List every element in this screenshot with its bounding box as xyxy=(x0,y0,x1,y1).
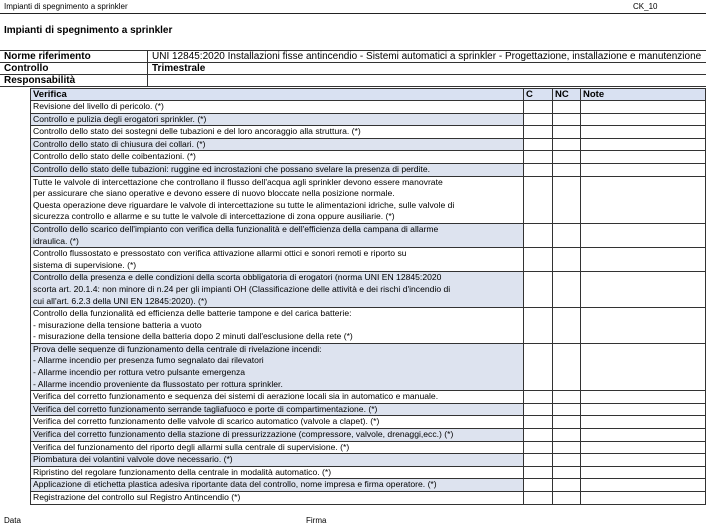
checklist-row xyxy=(31,441,706,454)
meta-table xyxy=(0,50,706,87)
checkbox-c[interactable] xyxy=(524,479,553,492)
checkbox-c[interactable] xyxy=(524,391,553,404)
checkbox-c[interactable] xyxy=(524,454,553,467)
checklist-item-text: Controllo flussostato e pressostato con verifica attivazione allarmi ottici e sonori remoti e riporto su sistema di supervisione. (*) xyxy=(31,248,524,272)
note-cell[interactable] xyxy=(581,429,706,442)
checkbox-c[interactable] xyxy=(524,441,553,454)
checklist-row xyxy=(31,403,706,416)
checklist-item-text: Registrazione del controllo sul Registro Antincendio (*) xyxy=(31,492,524,505)
checklist-row xyxy=(31,492,706,505)
checklist-item-text: Controllo dello stato dei sostegni delle tubazioni e del loro ancoraggio alla struttura. (*) xyxy=(31,126,524,139)
norme-value: UNI 12845:2020 Installazioni fisse antincendio - Sistemi automatici a sprinkler - Progettazione, installazione e manutenzione xyxy=(148,51,706,63)
header-code: CK_10 xyxy=(633,2,658,11)
checklist-row xyxy=(31,113,706,126)
meta-row-norme xyxy=(0,51,706,63)
header-c: C xyxy=(524,89,553,101)
checklist-table xyxy=(30,88,706,505)
note-cell[interactable] xyxy=(581,308,706,344)
checklist-item-text: Ripristino del regolare funzionamento della centrale in modalità automatico. (*) xyxy=(31,466,524,479)
meta-row-responsabilita xyxy=(0,75,706,87)
checklist-row xyxy=(31,101,706,114)
checkbox-nc[interactable] xyxy=(553,441,581,454)
checkbox-nc[interactable] xyxy=(553,101,581,114)
note-cell[interactable] xyxy=(581,176,706,223)
checklist-item-text: Piombatura dei volantini valvole dove necessario. (*) xyxy=(31,454,524,467)
checklist-item-text: Controllo dello scarico dell'impianto con verifica della funzionalità e dell'efficienza della campana di allarme idraulica. (*) xyxy=(31,223,524,247)
note-cell[interactable] xyxy=(581,466,706,479)
checkbox-nc[interactable] xyxy=(553,391,581,404)
checklist-item-text: Verifica del corretto funzionamento della stazione di pressurizzazione (compressore, valvole, drenaggi,ecc.) (*) xyxy=(31,429,524,442)
note-cell[interactable] xyxy=(581,101,706,114)
checklist-item-text: Verifica del corretto funzionamento delle valvole di scarico automatico (valvole a clapet). (*) xyxy=(31,416,524,429)
checklist-item-text: Controllo e pulizia degli erogatori sprinkler. (*) xyxy=(31,113,524,126)
controllo-value: Trimestrale xyxy=(148,63,706,75)
checklist-item-text: Controllo dello stato delle tubazioni: ruggine ed incrostazioni che possano svelare la presenza di perdite. xyxy=(31,163,524,176)
header-note: Note xyxy=(581,89,706,101)
note-cell[interactable] xyxy=(581,223,706,247)
note-cell[interactable] xyxy=(581,479,706,492)
checklist-row xyxy=(31,391,706,404)
checklist-item-text: Verifica del corretto funzionamento serrande tagliafuoco e porte di compartimentazione. (*) xyxy=(31,403,524,416)
note-cell[interactable] xyxy=(581,343,706,390)
controllo-label: Controllo xyxy=(0,63,148,75)
checkbox-c[interactable] xyxy=(524,163,553,176)
checklist-row xyxy=(31,176,706,223)
note-cell[interactable] xyxy=(581,416,706,429)
checkbox-nc[interactable] xyxy=(553,492,581,505)
checkbox-nc[interactable] xyxy=(553,163,581,176)
note-cell[interactable] xyxy=(581,113,706,126)
checklist-item-text: Verifica del corretto funzionamento e sequenza dei sistemi di aerazione locali sia in automatico e manuale. xyxy=(31,391,524,404)
checkbox-nc[interactable] xyxy=(553,479,581,492)
note-cell[interactable] xyxy=(581,492,706,505)
checkbox-c[interactable] xyxy=(524,176,553,223)
checkbox-nc[interactable] xyxy=(553,466,581,479)
checkbox-c[interactable] xyxy=(524,248,553,272)
checklist-row xyxy=(31,466,706,479)
checklist-row xyxy=(31,151,706,164)
checklist-row xyxy=(31,429,706,442)
checkbox-c[interactable] xyxy=(524,126,553,139)
checkbox-nc[interactable] xyxy=(553,343,581,390)
checklist-row xyxy=(31,163,706,176)
document-title: Impianti di spegnimento a sprinkler xyxy=(4,25,173,36)
checklist-item-text: Revisione del livello di pericolo. (*) xyxy=(31,101,524,114)
checkbox-c[interactable] xyxy=(524,272,553,308)
checklist-row xyxy=(31,223,706,247)
note-cell[interactable] xyxy=(581,391,706,404)
header-title: Impianti di spegnimento a sprinkler xyxy=(4,2,128,11)
checkbox-nc[interactable] xyxy=(553,308,581,344)
checklist-item-text: Applicazione di etichetta plastica adesiva riportante data del controllo, nome impresa e firma operatore. (*) xyxy=(31,479,524,492)
checklist-row xyxy=(31,248,706,272)
checkbox-nc[interactable] xyxy=(553,151,581,164)
checkbox-c[interactable] xyxy=(524,403,553,416)
checkbox-c[interactable] xyxy=(524,343,553,390)
checklist-row xyxy=(31,343,706,390)
note-cell[interactable] xyxy=(581,163,706,176)
note-cell[interactable] xyxy=(581,151,706,164)
checkbox-c[interactable] xyxy=(524,492,553,505)
checkbox-nc[interactable] xyxy=(553,403,581,416)
responsabilita-label: Responsabilità xyxy=(0,75,148,87)
checkbox-nc[interactable] xyxy=(553,223,581,247)
checkbox-c[interactable] xyxy=(524,151,553,164)
checklist-row xyxy=(31,454,706,467)
checkbox-nc[interactable] xyxy=(553,272,581,308)
note-cell[interactable] xyxy=(581,138,706,151)
checkbox-nc[interactable] xyxy=(553,416,581,429)
checklist-item-text: Prova delle sequenze di funzionamento della centrale di rivelazione incendi: - Allarme incendio per presenza fumo segnalato dai rilevatori - Allarme incendio per rottura vetro pulsante emergenza - Allarme incendio proveniente da flussostato per rottura sprinkler. xyxy=(31,343,524,390)
checkbox-c[interactable] xyxy=(524,101,553,114)
header-verifica: Verifica xyxy=(31,89,524,101)
checklist-header-row xyxy=(31,89,706,101)
checkbox-nc[interactable] xyxy=(553,138,581,151)
checklist-item-text: Controllo della presenza e delle condizioni della scorta obbligatoria di erogatori (norma UNI EN 12845:2020 scorta art. 20.1.4: non minore di n.24 per gli impianti OH (Classificazione delle attività e dei rischi d'incendio di cui all'art. 6.2.3 della UNI EN 12845:2020). (*) xyxy=(31,272,524,308)
note-cell[interactable] xyxy=(581,272,706,308)
checklist-item-text: Controllo dello stato delle coibentazioni. (*) xyxy=(31,151,524,164)
checklist-row xyxy=(31,138,706,151)
checklist-row xyxy=(31,126,706,139)
note-cell[interactable] xyxy=(581,126,706,139)
note-cell[interactable] xyxy=(581,441,706,454)
checkbox-c[interactable] xyxy=(524,138,553,151)
checklist-item-text: Verifica del funzionamento del riporto degli allarmi sulla centrale di supervisione. (*) xyxy=(31,441,524,454)
responsabilita-value[interactable] xyxy=(148,75,706,87)
footer-data-label: Data xyxy=(4,516,21,525)
checklist-row xyxy=(31,308,706,344)
checkbox-c[interactable] xyxy=(524,416,553,429)
note-cell[interactable] xyxy=(581,403,706,416)
checkbox-c[interactable] xyxy=(524,113,553,126)
header-nc: NC xyxy=(553,89,581,101)
checkbox-nc[interactable] xyxy=(553,113,581,126)
checkbox-nc[interactable] xyxy=(553,248,581,272)
checklist-item-text: Controllo dello stato di chiusura dei collari. (*) xyxy=(31,138,524,151)
page-header xyxy=(0,0,706,14)
checkbox-nc[interactable] xyxy=(553,126,581,139)
norme-label: Norme riferimento xyxy=(0,51,148,63)
note-cell[interactable] xyxy=(581,454,706,467)
checklist-row xyxy=(31,479,706,492)
checkbox-nc[interactable] xyxy=(553,454,581,467)
checkbox-nc[interactable] xyxy=(553,429,581,442)
checkbox-c[interactable] xyxy=(524,466,553,479)
checklist-item-text: Tutte le valvole di intercettazione che controllano il flusso dell'acqua agli sprinkler devono essere manovrate per assicurare che siano operative e devono essere di nuovo bloccate nella posizione normale. Questa operazione deve riguardare le valvole di intercettazione su tutte le alimentazioni idriche, sulle valvole di sicurezza controllo e allarme e su tutte le valvole di intercettazione di zona oppure ausiliarie. (*) xyxy=(31,176,524,223)
checkbox-c[interactable] xyxy=(524,429,553,442)
footer-firma-label: Firma xyxy=(306,516,327,525)
checkbox-c[interactable] xyxy=(524,308,553,344)
checklist-item-text: Controllo della funzionalità ed efficienza delle batterie tampone e del carica batterie: - misurazione della tensione batteria a vuoto - misurazione della tensione della batteria dopo 2 minuti dall'esclusione della rete (*) xyxy=(31,308,524,344)
checklist-row xyxy=(31,416,706,429)
checkbox-c[interactable] xyxy=(524,223,553,247)
note-cell[interactable] xyxy=(581,248,706,272)
checkbox-nc[interactable] xyxy=(553,176,581,223)
checklist-row xyxy=(31,272,706,308)
meta-row-controllo xyxy=(0,63,706,75)
